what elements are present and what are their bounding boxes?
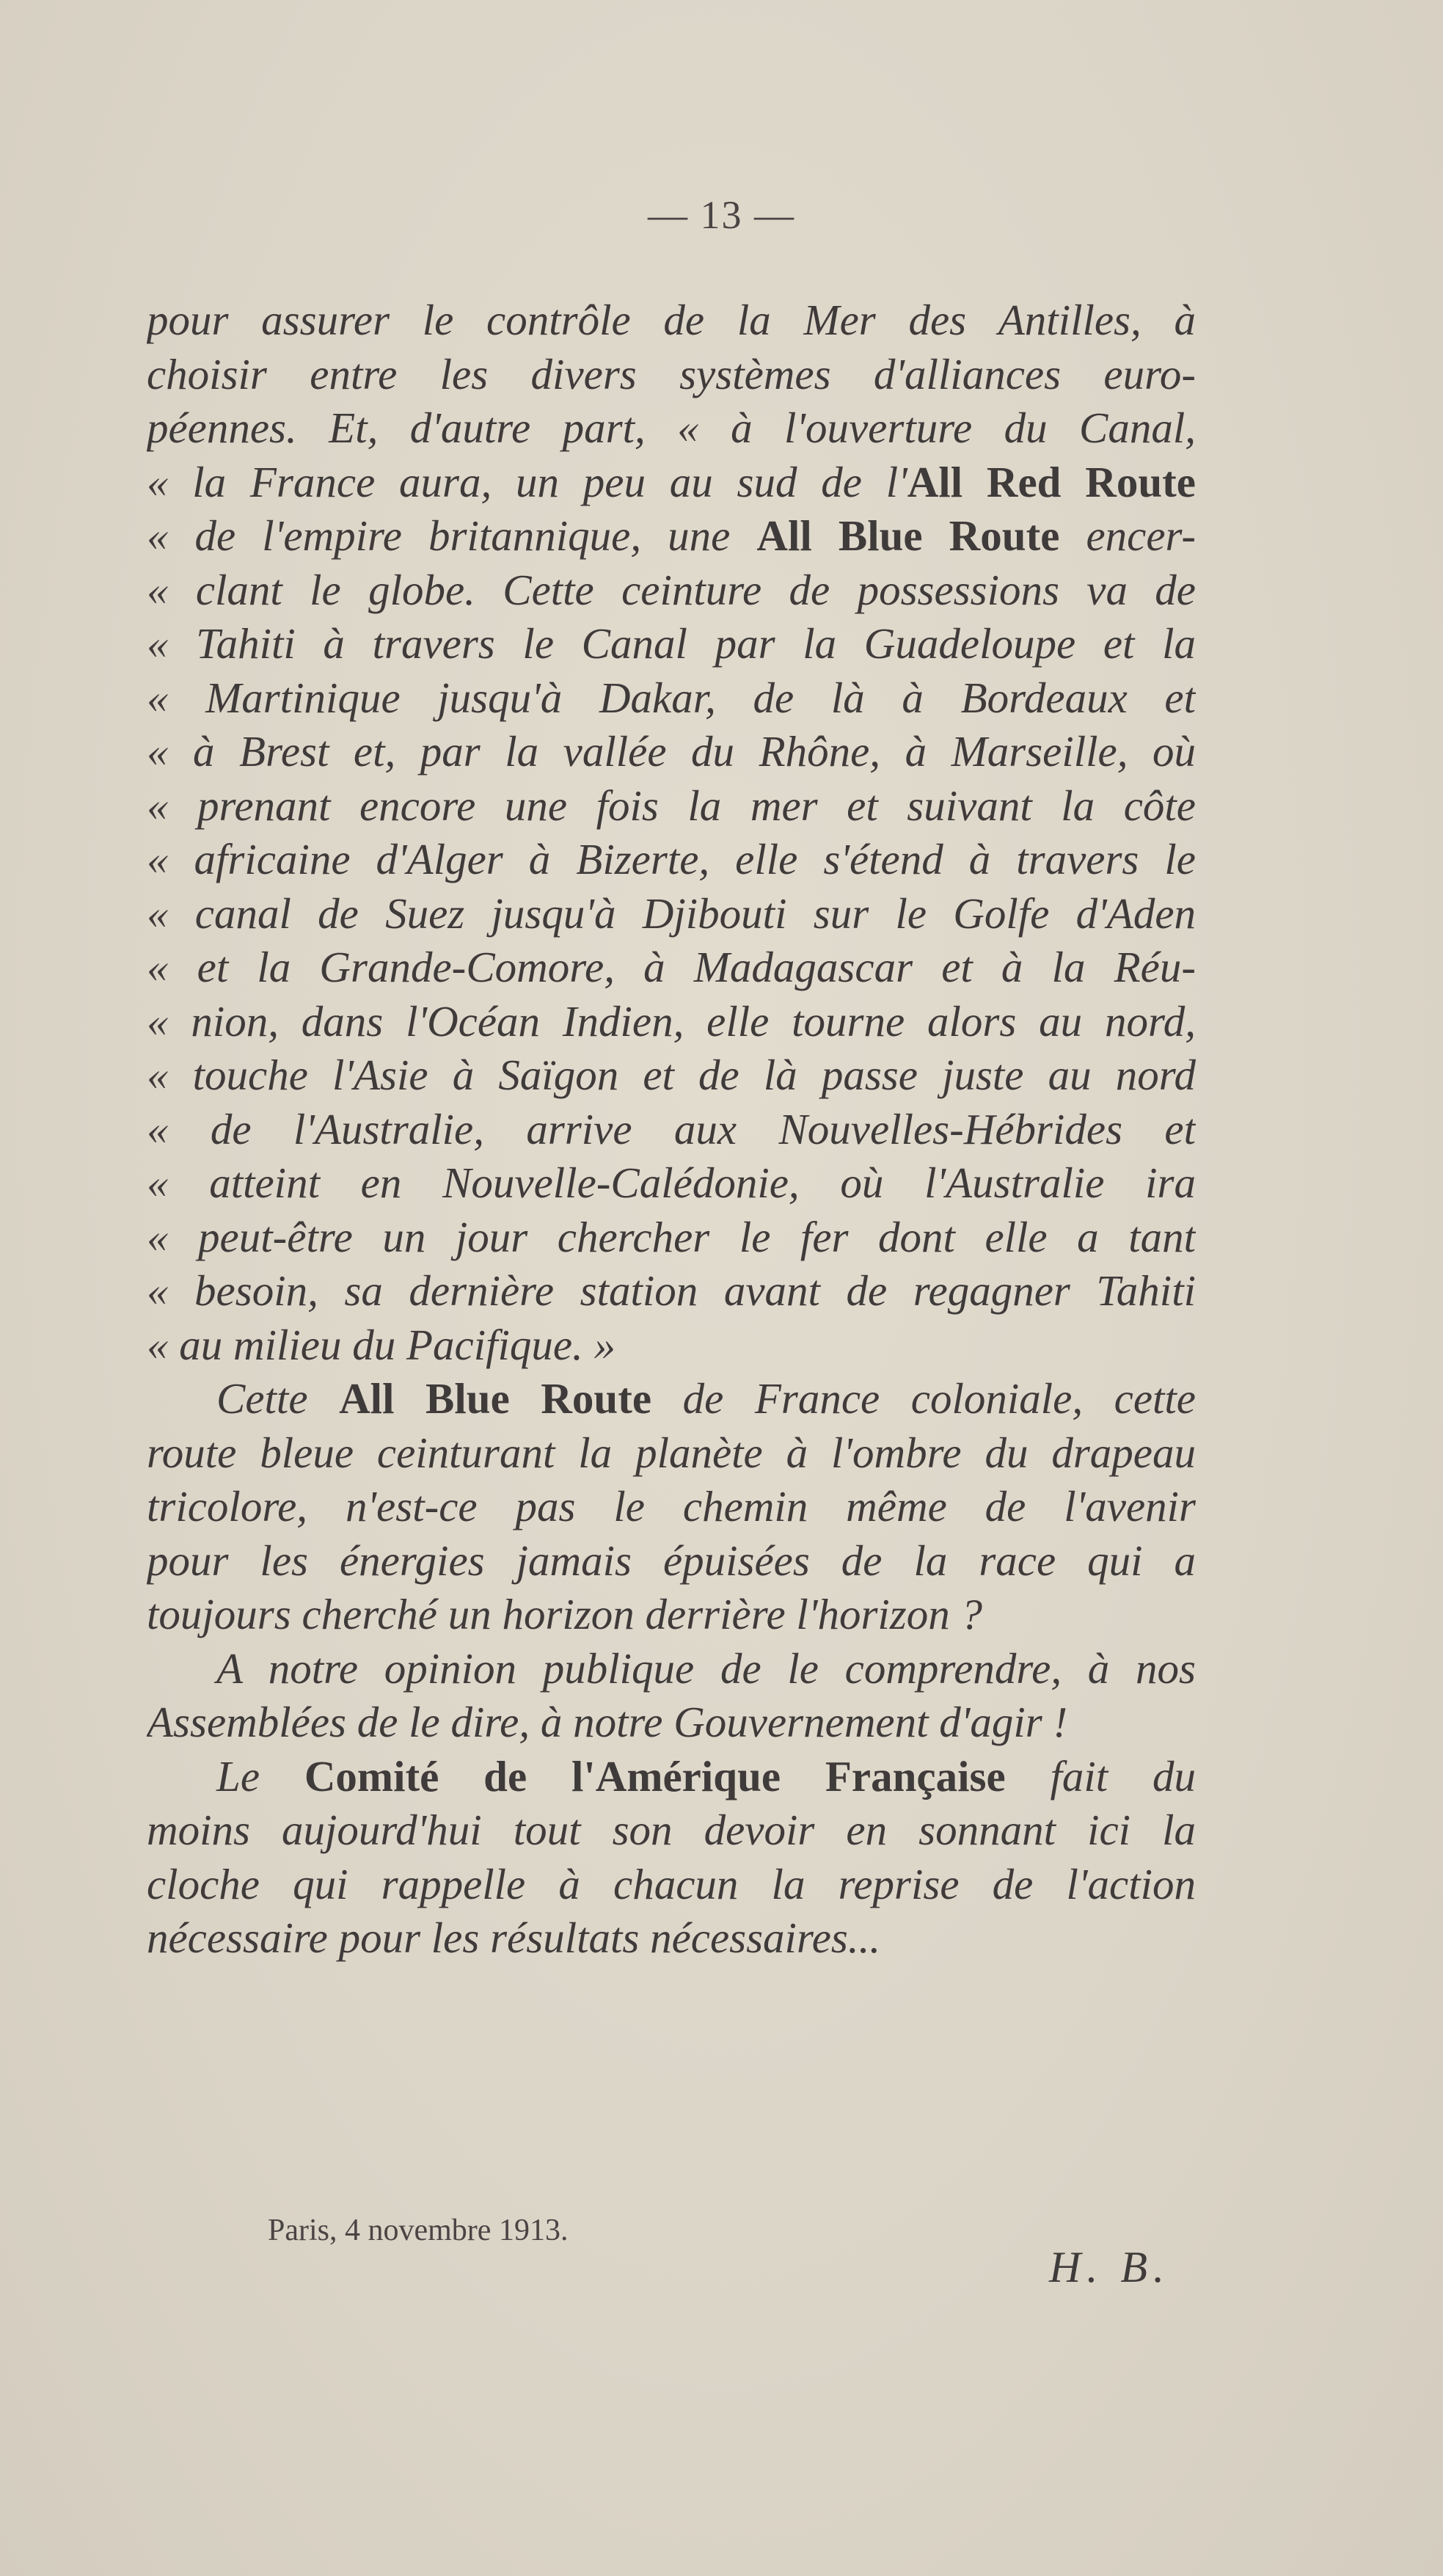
text-line <box>147 456 1196 510</box>
text-segment: de France coloniale, cette <box>651 1374 1196 1423</box>
text-line: « de l'Australie, arrive aux Nouvelles-Hébrides et <box>147 1104 1196 1153</box>
text-line: moins aujourd'hui tout son devoir en sonnant ici la <box>147 1806 1196 1854</box>
text-line <box>147 1750 1196 1804</box>
text-line: « canal de Suez jusqu'à Djibouti sur le Golfe d'Aden <box>147 889 1196 938</box>
text-line: cloche qui rappelle à chacun la reprise de l'action <box>147 1859 1196 1908</box>
emphasized-name: Comité de l'Amérique Française <box>304 1751 1006 1800</box>
page-number: — 13 — <box>648 193 795 237</box>
text-line: « clant le globe. Cette ceinture de possessions va de <box>147 565 1196 614</box>
text-line: nécessaire pour les résultats nécessaires... <box>147 1913 881 1962</box>
text-line: toujours cherché un horizon derrière l'horizon ? <box>147 1590 983 1638</box>
text-line: « et la Grande-Comore, à Madagascar et à la Réu- <box>147 943 1196 991</box>
text-line: tricolore, n'est-ce pas le chemin même de l'avenir <box>147 1482 1196 1530</box>
text-segment: Cette <box>216 1374 340 1423</box>
text-segment: encer- <box>1059 511 1196 560</box>
text-line: « Martinique jusqu'à Dakar, de là à Bordeaux et <box>147 673 1196 722</box>
text-segment: « de l'empire britannique, une <box>147 511 757 560</box>
text-line: « peut-être un jour chercher le fer dont elle a tant <box>147 1212 1196 1261</box>
text-line: « prenant encore une fois la mer et suivant la côte <box>147 781 1196 830</box>
text-line <box>147 509 1196 563</box>
text-line: pour les énergies jamais épuisées de la race qui a <box>147 1536 1196 1585</box>
text-line: « au milieu du Pacifique. » <box>147 1320 616 1369</box>
text-line: « touche l'Asie à Saïgon et de là passe juste au nord <box>147 1051 1196 1099</box>
text-line: péennes. Et, d'autre part, « à l'ouverture du Canal, <box>147 404 1196 452</box>
author-initials: H. B. <box>1049 2243 1170 2291</box>
text-line: pour assurer le contrôle de la Mer des Antilles, à <box>147 296 1196 344</box>
text-line: « à Brest et, par la vallée du Rhône, à Marseille, où <box>147 727 1196 776</box>
text-line: A notre opinion publique de le comprendre, à nos <box>216 1643 1196 1693</box>
text-line <box>147 1372 1196 1426</box>
date-line: Paris, 4 novembre 1913. <box>268 2214 569 2247</box>
body-text <box>147 293 1196 1966</box>
text-line: choisir entre les divers systèmes d'alliances euro- <box>147 349 1196 398</box>
text-line: Assemblées de le dire, à notre Gouvernement d'agir ! <box>147 1698 1068 1746</box>
text-segment: fait du <box>1005 1751 1196 1800</box>
signature-row <box>268 2208 1170 2291</box>
text-line: « besoin, sa dernière station avant de regagner Tahiti <box>147 1266 1196 1315</box>
text-line: « atteint en Nouvelle-Calédonie, où l'Australie ira <box>147 1159 1196 1207</box>
text-line: « africaine d'Alger à Bizerte, elle s'étend à travers le <box>147 835 1196 883</box>
text-line: route bleue ceinturant la planète à l'ombre du drapeau <box>147 1428 1196 1477</box>
text-line: « Tahiti à travers le Canal par la Guadeloupe et la <box>147 619 1196 668</box>
text-segment: Le <box>216 1751 304 1800</box>
emphasized-name: All Red Route <box>907 457 1196 506</box>
emphasized-name: All Blue Route <box>339 1374 652 1423</box>
text-segment: « la France aura, un peu au sud de l' <box>147 457 907 506</box>
emphasized-name: All Blue Route <box>756 511 1060 560</box>
text-line: « nion, dans l'Océan Indien, elle tourne alors au nord, <box>147 996 1196 1046</box>
